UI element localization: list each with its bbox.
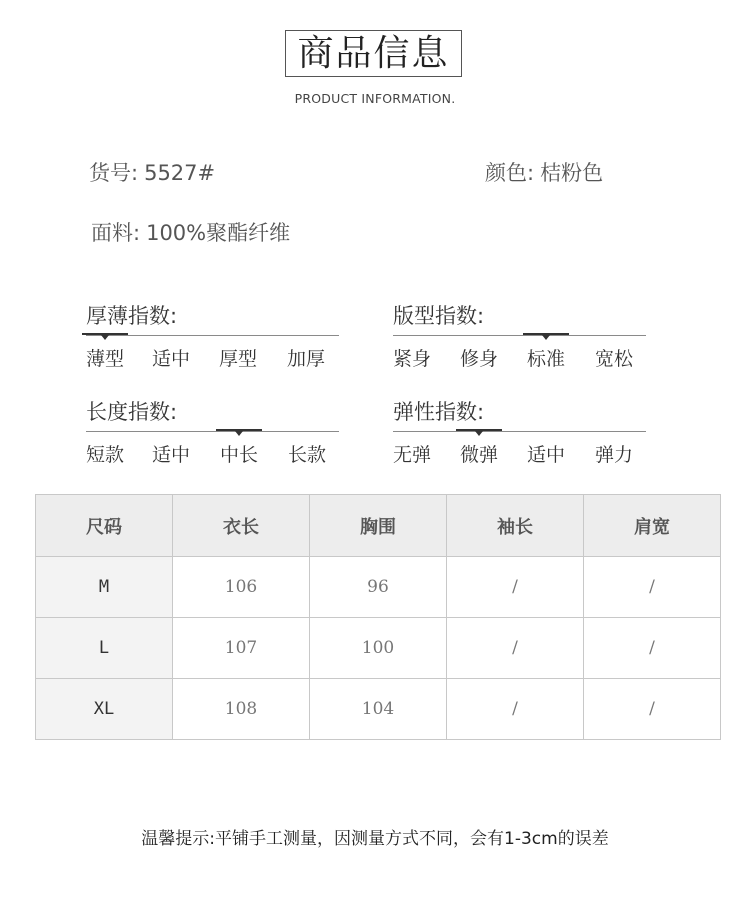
page-subtitle: PRODUCT INFORMATION.	[294, 91, 456, 106]
header-shoulder: 肩宽	[584, 495, 721, 557]
marker-pointer-icon	[542, 335, 550, 340]
length-index-title: 长度指数:	[86, 400, 178, 424]
fabric-value: 100%聚酯纤维	[146, 221, 291, 245]
table-cell: 106	[173, 557, 310, 618]
fit-index-marker	[523, 333, 569, 335]
measurement-note: 温馨提示:平铺手工测量，因测量方式不同，会有1-3cm的误差	[141, 829, 609, 849]
length-option: 短款	[86, 444, 125, 466]
table-cell: /	[447, 618, 584, 679]
item-number	[89, 157, 215, 187]
table-cell: 108	[173, 679, 310, 740]
fit-index	[393, 300, 646, 370]
marker-pointer-icon	[101, 335, 109, 340]
table-cell: 96	[310, 557, 447, 618]
table-row	[36, 618, 721, 679]
header-length: 衣长	[173, 495, 310, 557]
length-option: 长款	[288, 444, 327, 466]
table-cell: 100	[310, 618, 447, 679]
fit-option: 修身	[460, 348, 499, 370]
length-index-marker	[216, 429, 262, 431]
item-number-label: 货号:	[89, 161, 139, 185]
table-row	[36, 679, 721, 740]
table-cell: /	[584, 618, 721, 679]
marker-pointer-icon	[235, 431, 243, 436]
table-row	[36, 557, 721, 618]
color-info	[485, 157, 603, 187]
marker-pointer-icon	[475, 431, 483, 436]
fabric-label: 面料:	[91, 221, 141, 245]
fit-index-scale	[393, 335, 646, 336]
elasticity-index	[393, 396, 646, 466]
length-index-scale	[86, 431, 339, 432]
thickness-index-marker	[82, 333, 128, 335]
header-size: 尺码	[36, 495, 173, 557]
table-cell: 107	[173, 618, 310, 679]
thickness-option: 加厚	[287, 348, 326, 370]
thickness-option: 厚型	[219, 348, 258, 370]
size-cell: XL	[36, 679, 173, 740]
table-cell: /	[447, 557, 584, 618]
table-cell: /	[447, 679, 584, 740]
elasticity-option: 适中	[527, 444, 566, 466]
fit-option: 紧身	[393, 348, 432, 370]
fit-option: 标准	[527, 348, 566, 370]
fabric-info	[91, 217, 290, 247]
thickness-index-title: 厚薄指数:	[86, 304, 178, 328]
color-value: 桔粉色	[540, 161, 604, 185]
header-sleeve: 袖长	[447, 495, 584, 557]
page-title: 商品信息	[297, 32, 450, 74]
table-cell: 104	[310, 679, 447, 740]
length-option: 适中	[152, 444, 191, 466]
elasticity-option: 微弹	[460, 444, 499, 466]
table-cell: /	[584, 557, 721, 618]
title-box	[285, 30, 462, 77]
thickness-index-scale	[86, 335, 339, 336]
table-header-row	[36, 495, 721, 557]
length-index	[86, 396, 339, 466]
header-bust: 胸围	[310, 495, 447, 557]
thickness-option: 薄型	[86, 348, 125, 370]
elasticity-index-marker	[456, 429, 502, 431]
elasticity-index-scale	[393, 431, 646, 432]
color-label: 颜色:	[485, 161, 535, 185]
item-number-value: 5527#	[144, 161, 216, 185]
size-cell: L	[36, 618, 173, 679]
fit-index-title: 版型指数:	[393, 304, 485, 328]
size-cell: M	[36, 557, 173, 618]
table-cell: /	[584, 679, 721, 740]
elasticity-option: 弹力	[595, 444, 634, 466]
thickness-option: 适中	[152, 348, 191, 370]
fit-option: 宽松	[595, 348, 634, 370]
elasticity-option: 无弹	[393, 444, 432, 466]
length-option: 中长	[220, 444, 259, 466]
elasticity-index-title: 弹性指数:	[393, 400, 485, 424]
thickness-index	[86, 300, 339, 370]
size-table	[35, 494, 721, 740]
